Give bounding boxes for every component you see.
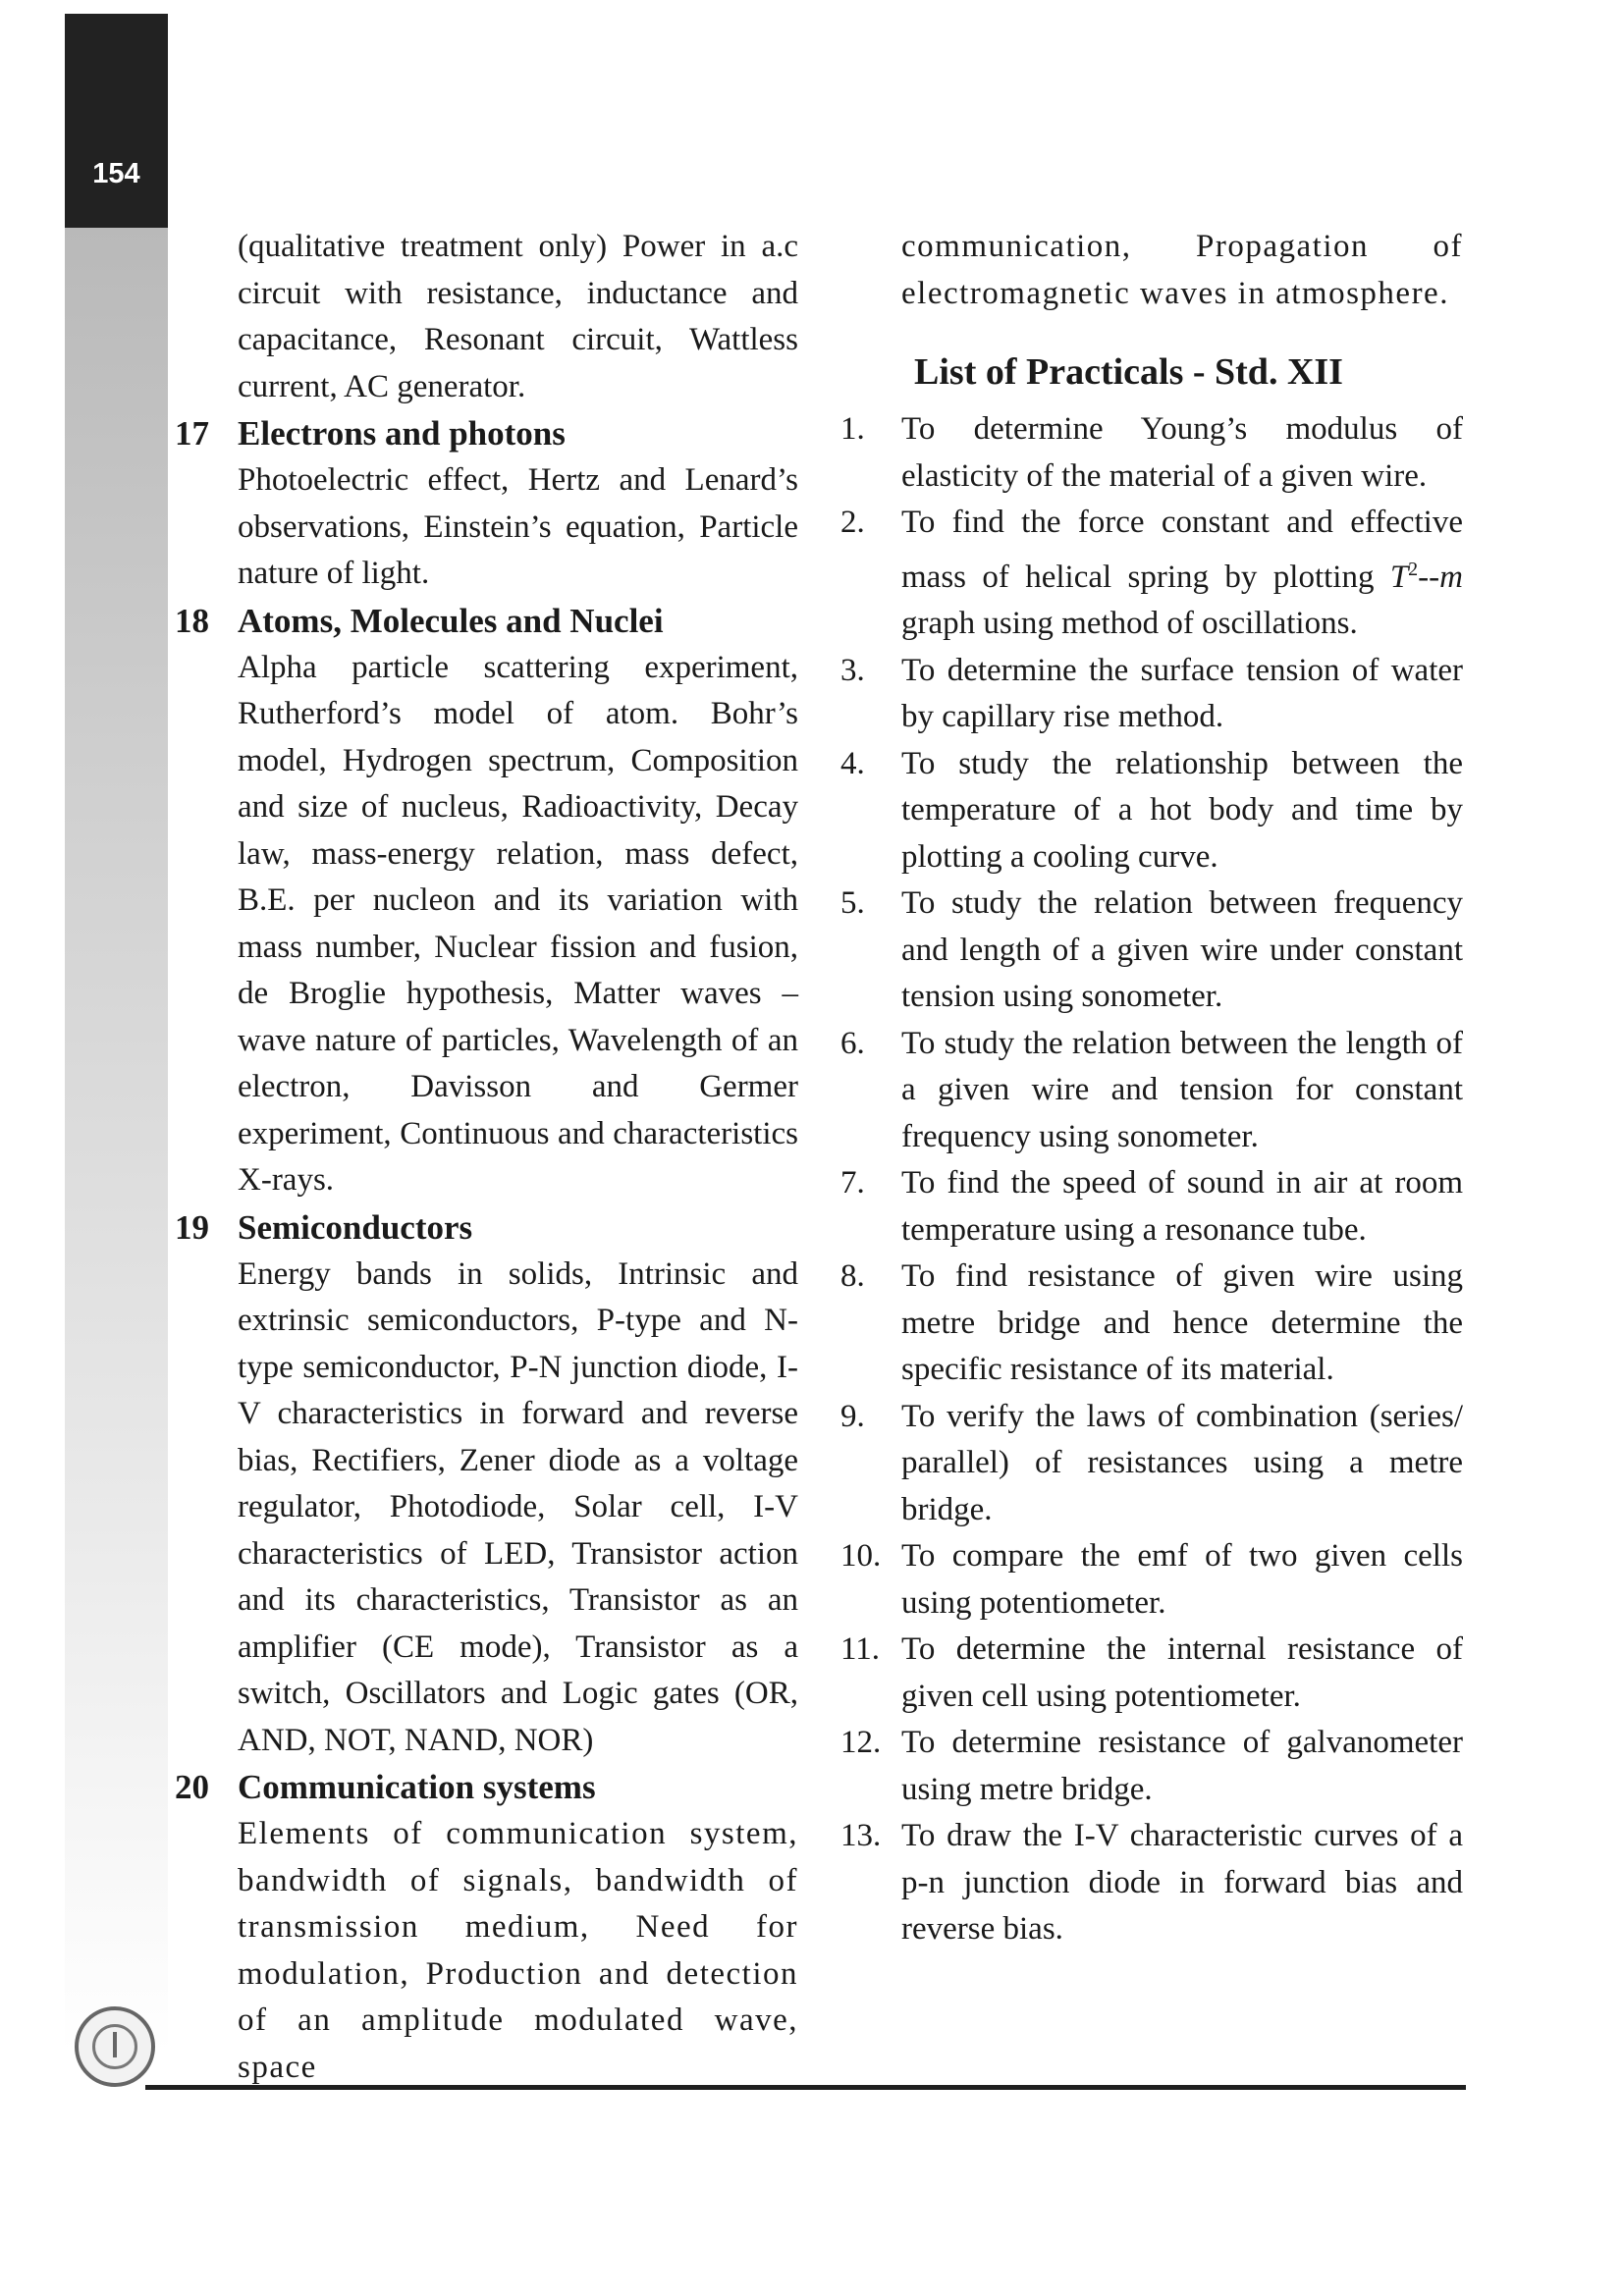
section-number: 19	[175, 1207, 209, 1247]
practicals-list	[840, 406, 1463, 1953]
section-heading	[175, 1764, 798, 1811]
footer-rule	[145, 2085, 1466, 2090]
list-item	[840, 1021, 1463, 1161]
period-symbol: T	[1389, 559, 1409, 595]
right-continuation-paragraph: communication, Propagation of electromagnetic waves in atmosphere.	[901, 229, 1463, 311]
text-segment: To find the force constant and effective mass of helical spring by plotting	[901, 505, 1463, 595]
list-item-number: 8.	[840, 1258, 865, 1294]
list-item-number: 1.	[840, 411, 865, 447]
side-band	[65, 228, 168, 2054]
section-title: Atoms, Molecules and Nuclei	[238, 601, 664, 640]
section-heading	[175, 410, 798, 457]
section-body: Photoelectric effect, Hertz and Lenard’s observations, Einstein’s equation, Particle nature of light.	[238, 462, 798, 591]
list-item	[840, 406, 1463, 500]
list-item-text: To study the relation between frequency and length of a given wire under constant tension using sonometer.	[901, 885, 1463, 1014]
list-item-number: 11.	[840, 1631, 881, 1667]
list-item-number: 5.	[840, 885, 865, 921]
list-item-number: 4.	[840, 745, 865, 781]
page-number: 154	[92, 158, 140, 189]
list-item-text: To study the relation between the length of a given wire and tension for constant frequency using sonometer.	[901, 1025, 1463, 1154]
list-item	[840, 648, 1463, 741]
list-item-number: 6.	[840, 1025, 865, 1061]
list-item-text: To determine the internal resistance of given cell using potentiometer.	[901, 1631, 1463, 1714]
list-item-text: To compare the emf of two given cells using potentiometer.	[901, 1538, 1463, 1621]
list-item	[840, 1533, 1463, 1627]
section-body: Energy bands in solids, Intrinsic and extrinsic semiconductors, P-type and N-type semiconductor, P-N junction diode, I-V characteristics in forward and reverse bias, Rectifiers, Zener diode as a voltage regulator, Photodiode, Solar cell, I-V characteristics of LED, Transistor action and its characteristics, Transistor as an amplifier (CE mode), Transistor as a switch, Oscillators and Logic gates (OR, AND, NOT, NAND, NOR)	[238, 1255, 798, 1758]
list-item	[840, 1627, 1463, 1720]
connector: --	[1418, 559, 1440, 595]
section-body: Alpha particle scattering experiment, Rutherford’s model of atom. Bohr’s model, Hydrogen spectrum, Composition and size of nucleus, Radioactivity, Decay law, mass-energy relation, mass defect, B.E. per nucleon and its variation with mass number, Nuclear fission and fusion, de Broglie hypothesis, Matter waves – wave nature of particles, Wavelength of an electron, Davisson and Germer experiment, Continuous and characteristics X-rays.	[238, 649, 798, 1198]
left-column	[175, 224, 798, 2091]
section-17	[175, 410, 798, 598]
list-item-number: 2.	[840, 505, 865, 540]
emblem-mark	[113, 2032, 117, 2057]
section-title: Electrons and photons	[238, 414, 566, 453]
list-item-text: To draw the I-V characteristic curves of a p-n junction diode in forward bias and reverse bias.	[901, 1818, 1463, 1947]
section-19	[175, 1204, 798, 1765]
list-item-number: 7.	[840, 1165, 865, 1201]
list-item	[840, 1160, 1463, 1254]
list-item-text: To determine the surface tension of water by capillary rise method.	[901, 652, 1463, 734]
section-number: 17	[175, 414, 209, 453]
list-item-text: To find the speed of sound in air at room temperature using a resonance tube.	[901, 1165, 1463, 1248]
page-number-tab	[65, 14, 168, 228]
list-item-number: 12.	[840, 1725, 882, 1760]
list-item-number: 9.	[840, 1398, 865, 1434]
section-20	[175, 1764, 798, 2091]
text-segment: graph using method of oscillations.	[901, 606, 1358, 641]
list-item-text	[901, 500, 1463, 648]
section-number: 18	[175, 601, 209, 640]
list-item	[840, 1720, 1463, 1813]
section-18	[175, 598, 798, 1204]
list-item	[840, 1394, 1463, 1534]
list-item-number: 10.	[840, 1538, 882, 1574]
left-intro-paragraph: (qualitative treatment only) Power in a.c circuit with resistance, inductance and capacitance, Resonant circuit, Wattless current, AC generator.	[238, 229, 798, 404]
list-item-number: 3.	[840, 652, 865, 688]
section-heading	[175, 1204, 798, 1252]
section-number: 20	[175, 1768, 209, 1806]
list-item	[840, 1813, 1463, 1953]
right-column	[840, 224, 1463, 1953]
list-item	[840, 500, 1463, 648]
section-heading	[175, 598, 798, 645]
mass-symbol: m	[1439, 559, 1463, 595]
practicals-title: List of Practicals - Std. XII	[914, 351, 1343, 393]
list-item	[840, 741, 1463, 881]
list-item	[840, 881, 1463, 1021]
list-item-text: To determine Young’s modulus of elasticity of the material of a given wire.	[901, 411, 1463, 494]
section-title: Communication systems	[238, 1768, 596, 1806]
circular-emblem-icon	[75, 2006, 155, 2087]
list-item-text: To determine resistance of galvanometer using metre bridge.	[901, 1725, 1463, 1807]
section-body: Elements of communication system, bandwidth of signals, bandwidth of transmission medium, Need for modulation, Production and detection of an amplitude modulated wave, space	[238, 1816, 798, 2085]
list-item-number: 13.	[840, 1818, 882, 1853]
list-item-text: To find resistance of given wire using metre bridge and hence determine the specific resistance of its material.	[901, 1258, 1463, 1387]
list-item	[840, 1254, 1463, 1394]
list-item-text: To verify the laws of combination (series/ parallel) of resistances using a metre bridge.	[901, 1398, 1463, 1527]
list-item-text: To study the relationship between the temperature of a hot body and time by plotting a cooling curve.	[901, 745, 1463, 875]
superscript: 2	[1408, 558, 1419, 580]
section-title: Semiconductors	[238, 1207, 473, 1247]
